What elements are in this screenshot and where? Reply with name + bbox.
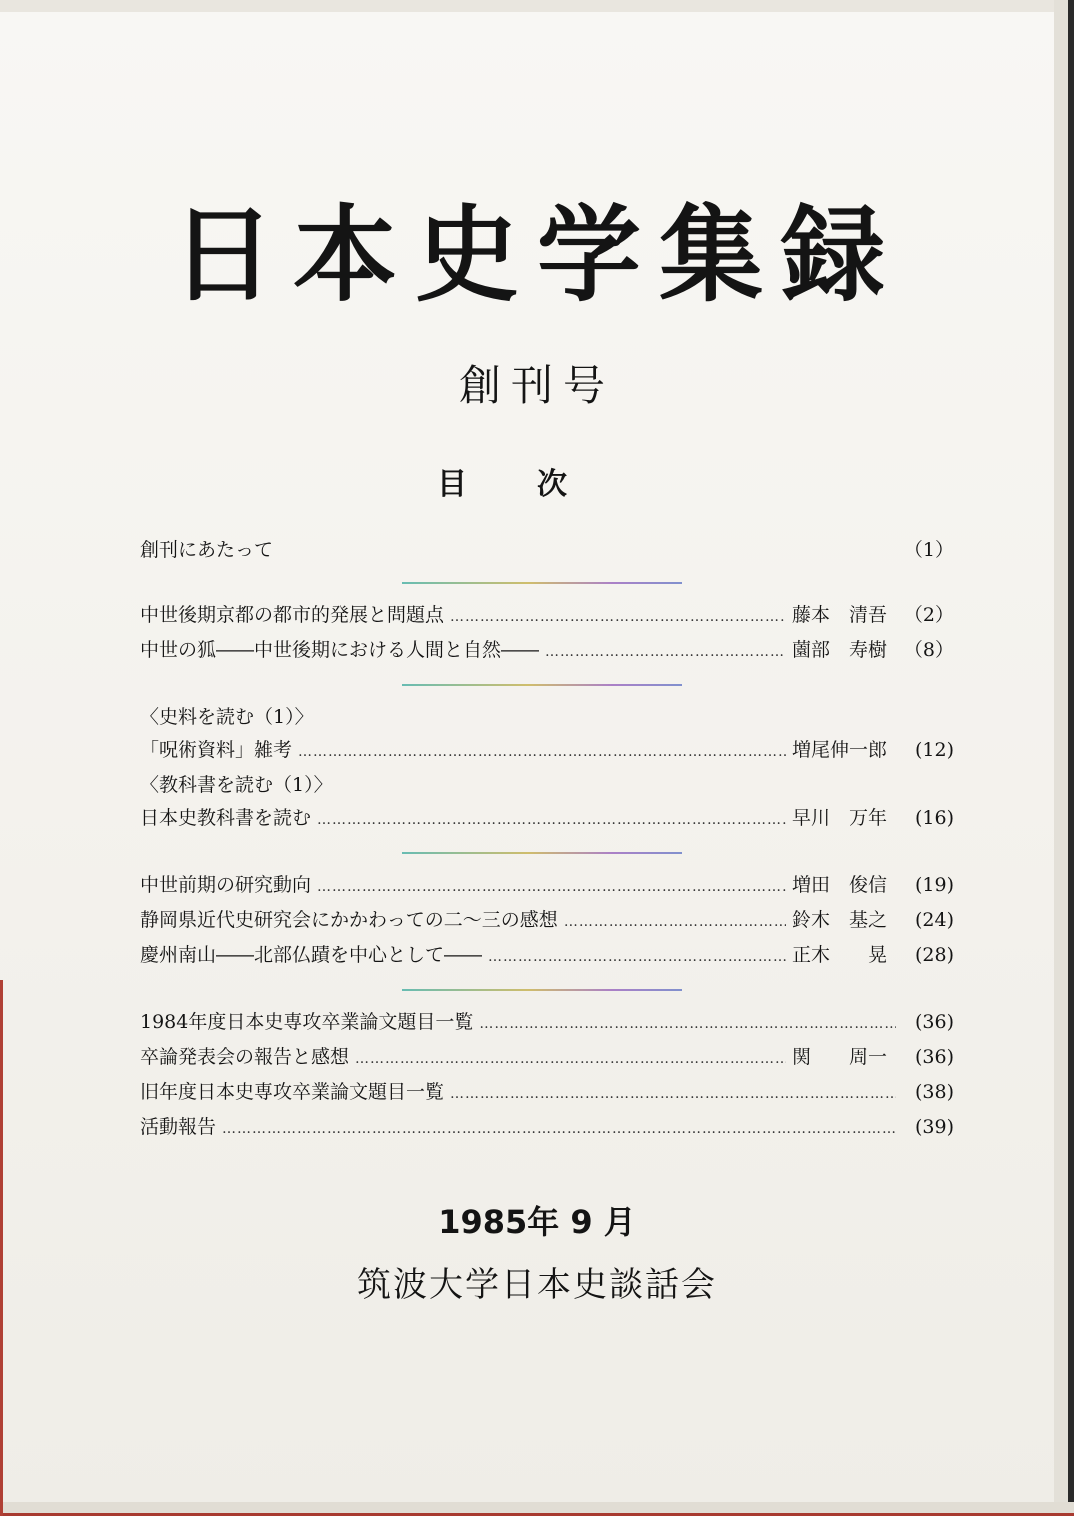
publication-date: 1985年 9 月 xyxy=(438,1203,636,1241)
toc-entry xyxy=(140,734,954,769)
paper-edge-left-red xyxy=(0,980,3,1516)
section-divider xyxy=(402,684,682,686)
journal-title: 日本史学集録 xyxy=(170,193,903,316)
dot-leader xyxy=(564,906,786,939)
dot-leader xyxy=(355,1043,786,1076)
toc-entry-page: (12) xyxy=(914,739,954,761)
toc-heading: 目次 xyxy=(437,467,637,502)
toc-entry-title: 慶州南山――北部仏蹟を中心として―― xyxy=(140,944,483,966)
toc-entry xyxy=(140,939,954,974)
toc-entry xyxy=(140,904,954,939)
toc-entry-page: (36) xyxy=(914,1011,954,1033)
toc-entry-page: （8） xyxy=(903,639,954,661)
toc-entry xyxy=(140,869,954,904)
toc-entry-author: 正木 晃 xyxy=(792,944,888,966)
toc-entry xyxy=(140,1076,954,1111)
section-divider xyxy=(402,582,682,584)
toc-entry xyxy=(140,534,954,567)
toc-section-label: 〈史料を読む（1）〉 xyxy=(140,706,314,728)
toc-entry xyxy=(140,634,954,669)
dot-leader xyxy=(479,1008,896,1041)
toc-entry-title: 活動報告 xyxy=(140,1116,217,1138)
toc-entry-title: 中世の狐――中世後期における人間と自然―― xyxy=(140,639,540,661)
toc-entry-page: (19) xyxy=(914,874,954,896)
toc-section-heading xyxy=(140,701,954,734)
dot-leader xyxy=(317,871,786,904)
publisher-name: 筑波大学日本史談話会 xyxy=(357,1265,717,1305)
toc-entry-author: 早川 万年 xyxy=(792,807,888,829)
table-of-contents xyxy=(140,534,954,1146)
section-divider xyxy=(402,852,682,854)
dot-leader xyxy=(450,601,786,634)
toc-entry-author: 鈴木 基之 xyxy=(792,909,888,931)
toc-entry-title: 中世後期京都の都市的発展と問題点 xyxy=(140,604,445,626)
toc-entry xyxy=(140,599,954,634)
toc-entry-page: (39) xyxy=(914,1116,954,1138)
toc-entry xyxy=(140,802,954,837)
toc-entry-title: 静岡県近代史研究会にかかわっての二～三の感想 xyxy=(140,909,558,931)
toc-entry-title: 卒論発表会の報告と感想 xyxy=(140,1046,350,1068)
toc-section-heading xyxy=(140,769,954,802)
toc-section-label: 〈教科書を読む（1）〉 xyxy=(140,774,333,796)
toc-entry-title: 「呪術資料」雑考 xyxy=(140,739,293,761)
toc-entry-title: 1984年度日本史専攻卒業論文題目一覧 xyxy=(140,1011,474,1033)
paper-edge-top xyxy=(0,0,1074,12)
issue-label: 創刊号 xyxy=(458,361,615,410)
toc-entry-author: 関 周一 xyxy=(792,1046,888,1068)
toc-entry-page: (38) xyxy=(914,1081,954,1103)
toc-entry-author: 増田 俊信 xyxy=(792,874,888,896)
toc-entry-title: 日本史教科書を読む xyxy=(140,807,312,829)
toc-entry-title: 旧年度日本史専攻卒業論文題目一覧 xyxy=(140,1081,445,1103)
toc-entry-page: (16) xyxy=(914,807,954,829)
toc-entry-page: (36) xyxy=(914,1046,954,1068)
section-divider xyxy=(402,989,682,991)
toc-entry-title: 創刊にあたって xyxy=(140,539,274,561)
toc-entry-author: 薗部 寿樹 xyxy=(792,639,888,661)
toc-entry-title: 中世前期の研究動向 xyxy=(140,874,312,896)
toc-entry-page: （2） xyxy=(903,604,954,626)
dot-leader xyxy=(298,736,786,769)
toc-entry-page: (28) xyxy=(914,944,954,966)
dot-leader xyxy=(222,1113,896,1146)
toc-entry xyxy=(140,1006,954,1041)
dot-leader xyxy=(488,941,786,974)
dot-leader xyxy=(545,636,786,669)
toc-entry xyxy=(140,1041,954,1076)
dot-leader xyxy=(450,1078,896,1111)
toc-entry-page: （1） xyxy=(903,539,954,561)
toc-entry-author: 増尾伸一郎 xyxy=(792,739,888,761)
toc-entry xyxy=(140,1111,954,1146)
dot-leader xyxy=(317,804,786,837)
toc-entry-page: (24) xyxy=(914,909,954,931)
toc-entry-author: 藤本 清吾 xyxy=(792,604,888,626)
